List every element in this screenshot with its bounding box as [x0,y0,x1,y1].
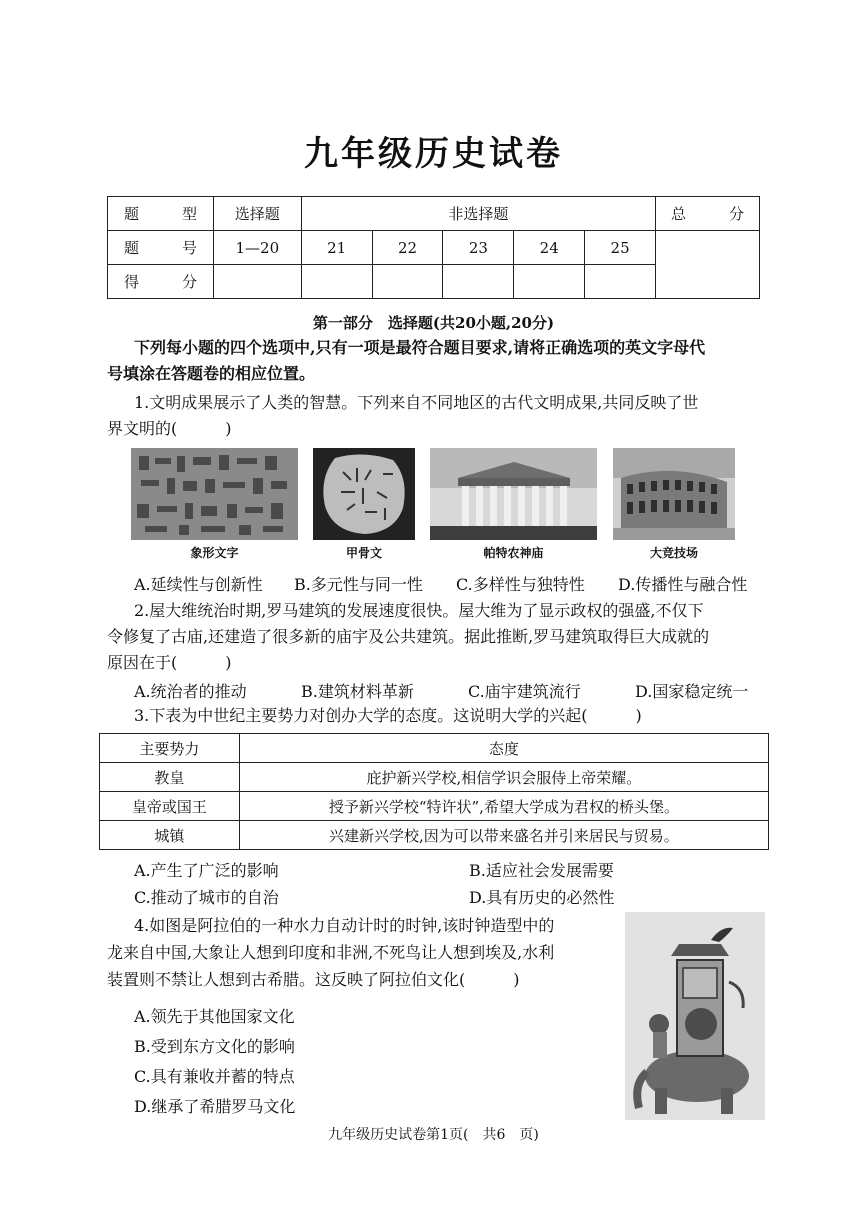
table-row [100,763,769,792]
score-cell [514,265,585,299]
q1-text-line-1: 1.文明成果展示了人类的智慧。下列来自不同地区的古代文明成果,共同反映了世 [134,393,699,412]
score-table [107,196,760,299]
score-cell [213,265,301,299]
q2-option-d: D.国家稳定统一 [635,682,749,701]
score-number: 24 [514,231,585,265]
q3-cell-attitude: 庇护新兴学校,相信学识会服侍上帝荣耀。 [239,763,768,792]
q4-option-b: B.受到东方文化的影响 [134,1037,295,1056]
score-header-type: 题 型 [108,197,214,231]
q1-option-b: B.多元性与同一性 [294,575,423,594]
q4-text-line-3: 装置则不禁让人想到古希腊。这反映了阿拉伯文化( ) [107,970,520,989]
table-row [100,792,769,821]
score-number: 1—20 [213,231,301,265]
q3-cell-power: 城镇 [100,821,240,850]
score-number: 25 [585,231,656,265]
q2-text-line-2: 令修复了古庙,还建造了很多新的庙宇及公共建筑。据此推断,罗马建筑取得巨大成就的 [107,627,710,646]
score-row-points-label: 得 分 [108,265,214,299]
q4-text-line-2: 龙来自中国,大象让人想到印度和非洲,不死鸟让人想到埃及,水利 [107,943,555,962]
score-row-number-label: 题 号 [108,231,214,265]
q1-option-a: A.延续性与创新性 [134,575,263,594]
oracle-bone-image [313,448,415,540]
caption-oracle-bone: 甲骨文 [345,546,382,560]
q4-text-line-1: 4.如图是阿拉伯的一种水力自动计时的时钟,该时钟造型中的 [134,916,555,935]
score-cell [443,265,514,299]
caption-colosseum: 大竞技场 [649,546,698,560]
score-cell [585,265,656,299]
score-number: 23 [443,231,514,265]
q1-option-c: C.多样性与独特性 [456,575,585,594]
q3-cell-attitude: 兴建新兴学校,因为可以带来盛名并引来居民与贸易。 [239,821,768,850]
score-header-nonchoice: 非选择题 [301,197,655,231]
score-total-cell [656,231,760,299]
q3-header-power: 主要势力 [100,734,240,763]
q2-option-a: A.统治者的推动 [134,682,247,701]
q3-option-b: B.适应社会发展需要 [469,861,614,880]
q3-header-attitude: 态度 [239,734,768,763]
hieroglyph-image [131,448,298,540]
q4-option-d: D.继承了希腊罗马文化 [134,1097,296,1116]
q2-text-line-1: 2.屋大维统治时期,罗马建筑的发展速度很快。屋大维为了显示政权的强盛,不仅下 [134,601,704,620]
q3-option-d: D.具有历史的必然性 [469,888,615,907]
score-number: 22 [372,231,443,265]
q3-cell-power: 皇帝或国王 [100,792,240,821]
elephant-clock-image [625,912,765,1120]
q3-cell-power: 教皇 [100,763,240,792]
colosseum-image [613,448,735,540]
score-header-choice: 选择题 [213,197,301,231]
q4-option-a: A.领先于其他国家文化 [134,1007,295,1026]
q2-option-c: C.庙宇建筑流行 [468,682,581,701]
score-number: 21 [301,231,372,265]
caption-parthenon: 帕特农神庙 [483,546,544,560]
score-header-total: 总 分 [656,197,760,231]
table-row [100,821,769,850]
q1-option-d: D.传播性与融合性 [618,575,748,594]
q3-option-c: C.推动了城市的自治 [134,888,279,907]
q1-text-line-2: 界文明的( ) [107,419,232,438]
q3-text: 3.下表为中世纪主要势力对创办大学的态度。这说明大学的兴起( ) [134,706,642,725]
q3-cell-attitude: 授予新兴学校“特许状”,希望大学成为君权的桥头堡。 [239,792,768,821]
score-cell [372,265,443,299]
caption-hieroglyph: 象形文字 [190,546,239,560]
parthenon-image [430,448,597,540]
instructions-line-1: 下列每小题的四个选项中,只有一项是最符合题目要求,请将正确选项的英文字母代 [134,338,706,357]
page-title: 九年级历史试卷 [304,134,563,174]
q4-option-c: C.具有兼收并蓄的特点 [134,1067,295,1086]
instructions-line-2: 号填涂在答题卷的相应位置。 [107,364,316,383]
q2-option-b: B.建筑材料革新 [301,682,414,701]
q3-option-a: A.产生了广泛的影响 [134,861,279,880]
section-heading: 第一部分 选择题(共20小题,20分) [312,314,555,332]
q2-text-line-3: 原因在于( ) [107,653,232,672]
page-footer: 九年级历史试卷第1页( 共6 页) [328,1127,539,1143]
q3-table [99,733,769,850]
score-cell [301,265,372,299]
